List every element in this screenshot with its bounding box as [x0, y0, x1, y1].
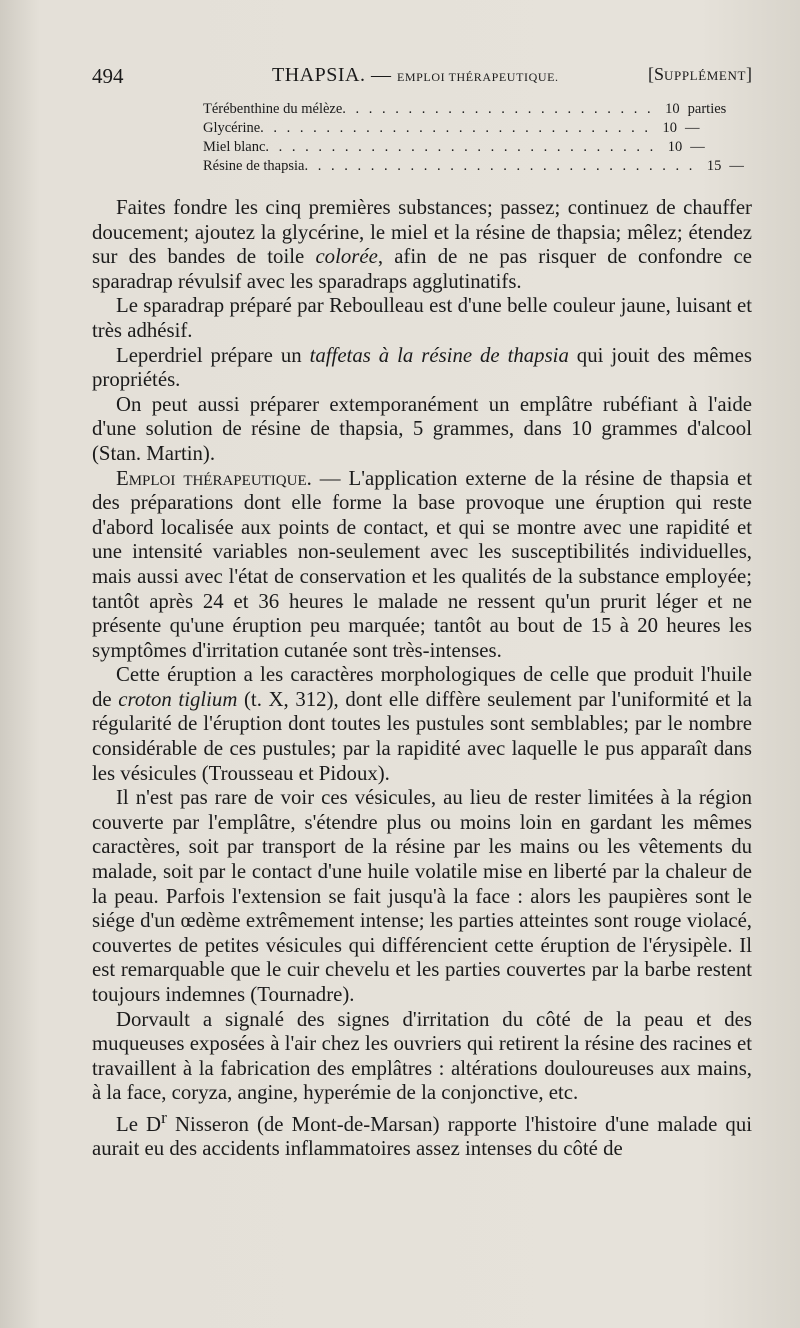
paragraph-text: Leperdriel prépare un	[116, 343, 310, 367]
ingredient-unit: parties	[687, 101, 727, 117]
section-open: [S	[648, 64, 665, 84]
paragraph	[92, 344, 752, 393]
paragraph-text: (t. X, 312), dont elle diffère seulement par l'uniformité et la régularité de l'éruption dont toutes les pustules sont semblables; par le nombre considérable de ces pustules; par la rapidité avec laquelle le pus apparaît dans les vésicules (Trousseau et Pidoux).	[92, 687, 752, 785]
paragraph-text: Cette éruption a les caractères morphologiques de celle que produit l'huile de	[92, 663, 752, 711]
paragraph-text: Faites fondre les cinq premières substances; passez; continuez de chauffer doucement; ajoutez la glycérine, le miel et la résine de thapsia; mêlez; étendez sur des bandes de toile	[92, 196, 752, 269]
ingredient-name: Résine de thapsia	[203, 158, 305, 174]
paragraph-text: — L'application externe de la résine de thapsia et des préparations dont elle forme la base provoque une éruption qui reste d'abord localisée aux points de contact, et qui se montre avec une rapidité et une intensité variables non-seulement avec les susceptibilités individuelles, mais aussi avec l'état de conservation et les qualités de la substance employée; tantôt après 24 et 36 heures le malade ne ressent qu'un prurit léger et ne présente qu'une éruption peu marquée; tantôt au bout de 15 à 20 heures les symptômes d'irritation cutanée sont très-intenses.	[92, 466, 752, 662]
ingredient-quantity: 10	[662, 120, 678, 136]
ingredient-quantity: 15	[706, 158, 722, 174]
ingredient-name: Miel blanc	[203, 139, 266, 155]
paragraph: Dorvault a signalé des signes d'irritation du côté de la peau et des muqueuses exposées à l'air chez les ouvriers qui retirent la résine des racines et travaillent à la fabrication des emplâtres : altérations douloureuses aux mains, à la face, coryza, angine, hyperémie de la conjonctive, etc.	[92, 1007, 752, 1105]
paragraph-text: qui jouit des mêmes propriétés.	[92, 343, 752, 392]
section-label	[648, 64, 752, 85]
paragraph: Le sparadrap préparé par Reboulleau est d'une belle couleur jaune, luisant et très adhésif.	[92, 294, 752, 342]
recipe-row	[203, 138, 705, 157]
emphasis-text: taffetas à la résine de thapsia	[309, 343, 569, 367]
section-rest: UPPLÉMENT	[664, 68, 746, 83]
dot-leader: . . . . . . . . . . . . . . . . . . . . . . . . . . . . . .	[304, 158, 696, 174]
paragraph: Il n'est pas rare de voir ces vésicules, au lieu de rester limitées à la région couverte par l'emplâtre, s'étendre plus ou moins loin en gardant les mêmes caractères, soit par transport de la résine par les mains ou les vêtements du malade, soit par le contact d'une huile volatile mise en liberté par la chaleur de la peau. Parfois l'extension se fait jusqu'à la face : alors les paupières sont le siége d'un œdème extrêmement intense; les parties atteintes sont rouge violacé, couvertes de petites vésicules qui différencient cette éruption de l'érysipèle. Il est remarquable que le cuir chevelu et les parties couvertes par la barbe restent toujours indemnes (Tournadre).	[92, 786, 752, 1006]
ingredient-quantity: 10	[667, 139, 683, 155]
dot-leader: . . . . . . . . . . . . . . . . . . . . . . . . . . . . . .	[260, 120, 652, 136]
emphasis-text: croton tiglium	[118, 687, 238, 711]
ingredient-quantity: 10	[665, 101, 680, 117]
running-title-main: THAPSIA. —	[272, 64, 392, 86]
paragraph: On peut aussi préparer extemporanément un emplâtre rubéfiant à l'aide d'une solution de résine de thapsia, 5 grammes, dans 10 grammes d'alcool (Stan. Martin).	[92, 392, 752, 465]
recipe-row	[203, 119, 700, 138]
paragraph	[92, 196, 752, 294]
paragraph	[92, 467, 752, 664]
superscript: r	[161, 1107, 167, 1127]
recipe-row	[203, 157, 744, 176]
recipe-row	[203, 100, 727, 119]
section-close: ]	[746, 64, 752, 84]
dot-leader: . . . . . . . . . . . . . . . . . . . . . . . . . . . . . .	[265, 139, 657, 155]
ingredient-unit: —	[685, 120, 700, 136]
section-heading: Emploi thérapeutique.	[116, 466, 312, 490]
running-header	[92, 64, 752, 92]
running-title-sub: EMPLOI THÉRAPEUTIQUE.	[396, 70, 559, 84]
paragraph	[92, 1106, 752, 1162]
paragraph	[92, 663, 752, 786]
body-text	[92, 196, 752, 1162]
emphasis-text: colorée	[315, 245, 378, 269]
ingredient-unit: —	[729, 158, 744, 174]
dot-leader: . . . . . . . . . . . . . . . . . . . . . . . .	[342, 101, 654, 117]
running-title	[272, 64, 559, 87]
recipe-table	[203, 100, 744, 176]
paragraph-text: Le D	[116, 1112, 162, 1136]
page-number: 494	[92, 64, 124, 88]
paragraph-text: Nisseron (de Mont-de-Marsan) rapporte l'histoire d'une malade qui aurait eu des accidents inflammatoires assez intenses du côté de	[92, 1112, 752, 1161]
ingredient-name: Térébenthine du mélèze	[203, 101, 343, 117]
ingredient-name: Glycérine	[203, 120, 261, 136]
ingredient-unit: —	[690, 139, 705, 155]
paragraph-text: , afin de ne pas risquer de confondre ce sparadrap révulsif avec les sparadraps agglutinatifs.	[92, 245, 752, 293]
